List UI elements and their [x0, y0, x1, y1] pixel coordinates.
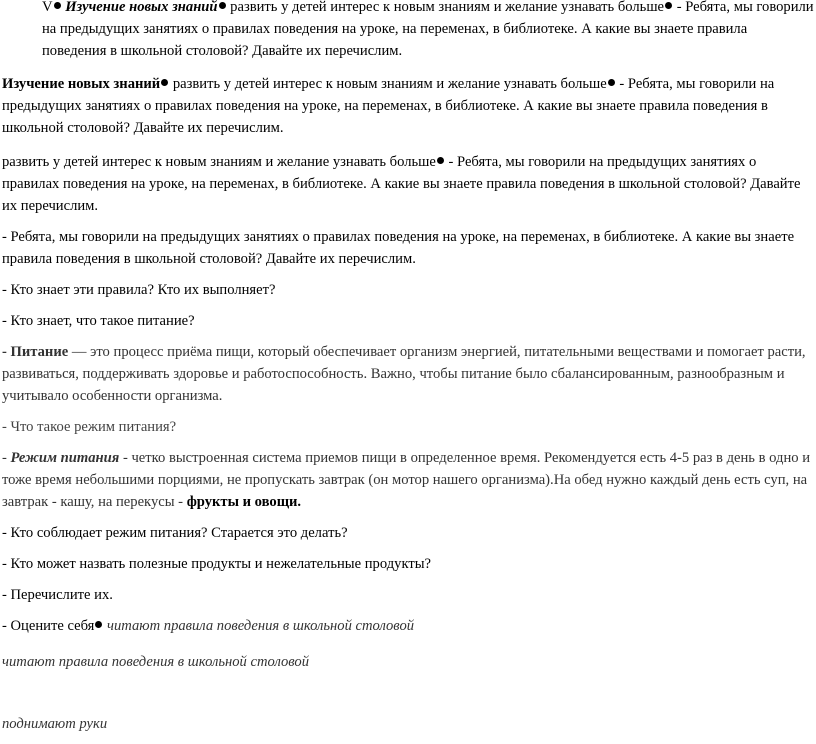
intro-text: - Ребята, мы говорили на предыдущих занятиях о правилах поведения на уроке, на переменах, в библиотеке. А какие вы знаете правила поведения в школьной столовой? Давайте их перечислим. — [2, 154, 801, 214]
student-activity: читают правила поведения в школьной столовой — [103, 618, 415, 634]
bullet-dot-icon — [54, 2, 61, 9]
question-2: - Кто знает, что такое питание? — [2, 313, 195, 329]
question-4: - Кто соблюдает режим питания? Старается это делать? — [2, 525, 348, 541]
question-3: - Что такое режим питания? — [2, 419, 177, 435]
self-assessment — [2, 615, 814, 637]
instruction: - Перечислите их. — [2, 587, 113, 603]
self-assessment-text: - Оцените себя — [2, 618, 95, 634]
definition-term: Режим питания — [10, 450, 120, 466]
student-activity-note-2: поднимают руки — [2, 716, 108, 732]
definition-term: - Питание — [2, 344, 69, 360]
dash: - — [2, 450, 11, 466]
student-activity-note: читают правила поведения в школьной столовой — [2, 654, 310, 670]
bullet-dot-icon — [437, 157, 444, 164]
bullet-dot-icon — [95, 621, 102, 628]
bullet-dot-icon — [161, 79, 168, 86]
definition-diet-regime — [2, 447, 814, 513]
question-1: - Кто знает эти правила? Кто их выполняет? — [2, 282, 276, 298]
bullet-dot-icon — [608, 79, 615, 86]
goal-text: развить у детей интерес к новым знаниям и желание узнавать больше — [2, 154, 436, 170]
definition-nutrition — [2, 341, 814, 407]
definition-end: фрукты и овощи. — [186, 494, 302, 510]
intro-text: - Ребята, мы говорили на предыдущих занятиях о правилах поведения на уроке, на переменах, в библиотеке. А какие вы знаете правила поведения в школьной столовой? Давайте их перечислим. — [2, 76, 775, 136]
bullet-dot-icon — [219, 2, 226, 9]
roman-numeral: V — [42, 0, 53, 15]
question-5: - Кто может назвать полезные продукты и нежелательные продукты? — [2, 556, 431, 572]
section-title: Изучение новых знаний — [2, 76, 161, 92]
definition-text: — это процесс приёма пищи, который обеспечивает организм энергией, питательными веществами и помогает расти, развиваться, поддерживать здоровье и работоспособность. Важно, чтобы питание было сбалансированным, разнообразным и учитывало особенности организма. — [2, 344, 806, 404]
definition-text: - четко выстроенная система приемов пищи в определенное время. Рекомендуется есть 4-5 раз в день в одно и тоже время небольшими порциями, не пропускать завтрак (он мотор нашего организма).На обед нужно каждый день есть суп, на завтрак - кашу, на перекусы - — [2, 450, 811, 510]
paragraph-2 — [2, 73, 814, 139]
goal-text: развить у детей интерес к новым знаниям и желание узнавать больше — [169, 76, 607, 92]
section-title: Изучение новых знаний — [65, 0, 218, 15]
bullet-dot-icon — [665, 2, 672, 9]
intro-text: - Ребята, мы говорили на предыдущих занятиях о правилах поведения на уроке, на переменах, в библиотеке. А какие вы знаете правила поведения в школьной столовой? Давайте их перечислим. — [42, 0, 814, 59]
paragraph-1 — [2, 0, 814, 62]
paragraph-4: - Ребята, мы говорили на предыдущих занятиях о правилах поведения на уроке, на переменах, в библиотеке. А какие вы знаете правила поведения в школьной столовой? Давайте их перечислим. — [2, 229, 795, 267]
paragraph-3 — [2, 151, 814, 217]
goal-text: развить у детей интерес к новым знаниям и желание узнавать больше — [226, 0, 665, 15]
